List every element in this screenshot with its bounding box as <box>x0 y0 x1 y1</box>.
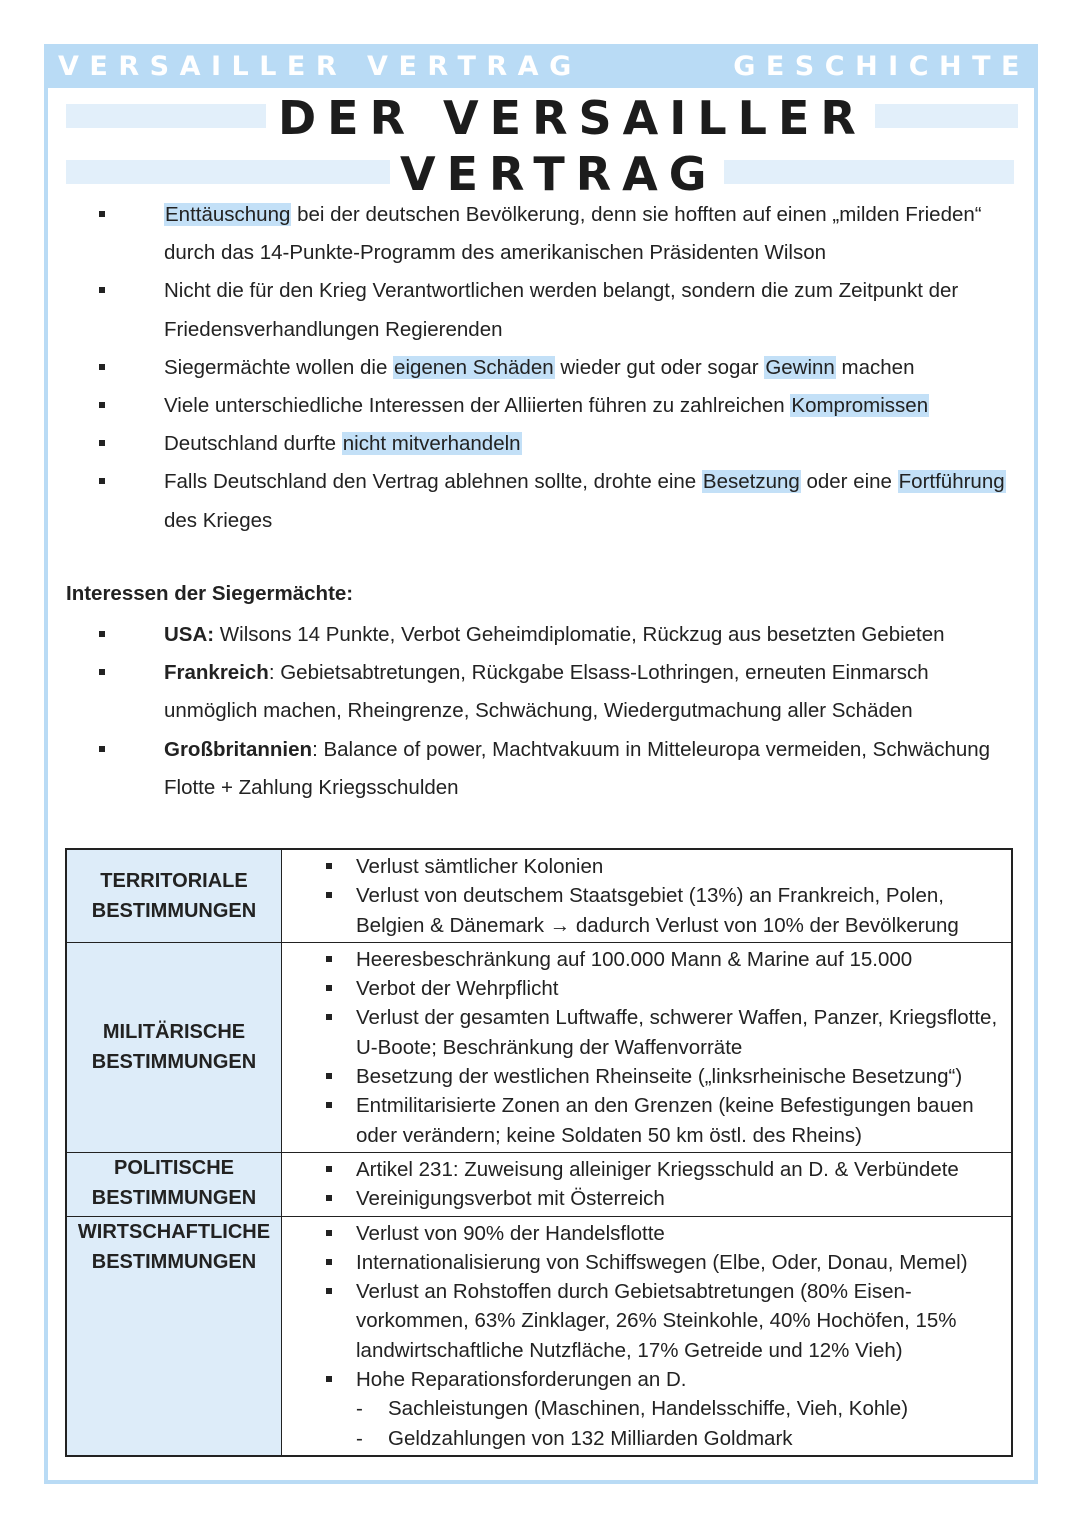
bullet-icon <box>326 1166 332 1172</box>
sub-list-item <box>356 1394 1003 1423</box>
item-text: Internationalisierung von Schiffswegen (Elbe, Oder, Donau, Memel) <box>356 1250 968 1274</box>
category-label: BESTIMMUNGEN <box>91 1186 257 1209</box>
highlight: Besetzung <box>702 470 800 494</box>
item-text: Falls Deutschland den Vertrag ablehnen sollte, drohte eine <box>164 470 702 494</box>
interest-item <box>99 616 1019 654</box>
interest-item <box>99 654 1019 730</box>
intro-item <box>99 463 1019 539</box>
item-text: Entmilitarisierte Zonen an den Grenzen (keine Befestigungen bauen oder verändern; keine Soldaten 50 km östl. des Rheins) <box>356 1094 974 1147</box>
item-text: Vereinigungsverbot mit Österreich <box>356 1187 665 1211</box>
sub-list-item <box>356 1424 1003 1453</box>
bullet-icon <box>99 287 105 293</box>
content-cell <box>282 942 1013 1152</box>
bullet-icon <box>326 1014 332 1020</box>
provision-list <box>282 1153 1011 1216</box>
bullet-icon <box>99 364 105 370</box>
bullet-icon <box>326 1230 332 1236</box>
table-row <box>66 1152 1012 1216</box>
category-label: TERRITORIALE <box>100 869 248 892</box>
item-text: Verbot der Wehrpflicht <box>356 977 559 1001</box>
bullet-icon <box>326 1102 332 1108</box>
page-title-line-2: VERTRAG <box>390 146 724 202</box>
intro-item <box>99 387 1019 425</box>
interest-item <box>99 731 1019 807</box>
list-item <box>356 1155 1003 1184</box>
content-cell <box>282 849 1013 942</box>
category-label: BESTIMMUNGEN <box>91 1250 257 1273</box>
item-text: Verlust an Rohstoffen durch Gebietsabtretungen (80% Eisen-vorkommen, 63% Zinklager, 26% Steinkohle, 40% Hochöfen, 15% landwirtschaftliche Nutzfläche, 17% Getreide und 12% Vieh) <box>356 1280 957 1362</box>
item-text: Artikel 231: Zuweisung alleiniger Kriegsschuld an D. & Verbündete <box>356 1157 959 1181</box>
item-text: Besetzung der westlichen Rheinseite („linksrheinische Besetzung“) <box>356 1065 963 1089</box>
list-item <box>356 1003 1003 1062</box>
header-subject: GESCHICHTE <box>733 50 1030 82</box>
bullet-icon <box>99 746 105 752</box>
item-text: bei der deutschen Bevölkerung, denn sie hofften auf einen „milden Frieden“ durch das 14-Punkte-Programm des amerikanischen Präsidenten Wilson <box>164 203 982 265</box>
intro-list <box>99 196 1019 540</box>
item-text: Verlust von 90% der Handelsflotte <box>356 1221 665 1245</box>
category-cell <box>66 1152 282 1216</box>
category-label: WIRTSCHAFTLICHE <box>77 1220 271 1243</box>
intro-item <box>99 349 1019 387</box>
list-item <box>356 1091 1003 1150</box>
list-item <box>356 974 1003 1003</box>
item-text: Geldzahlungen von 132 Milliarden Goldmark <box>388 1426 793 1450</box>
list-item <box>356 1365 1003 1394</box>
bullet-icon <box>326 892 332 898</box>
provision-list <box>282 850 1011 942</box>
dash-icon: - <box>356 1397 363 1421</box>
item-text: Siegermächte wollen die <box>164 355 394 379</box>
highlight: nicht mitverhandeln <box>342 432 521 456</box>
bullet-icon <box>326 1288 332 1294</box>
intro-item <box>99 196 1019 272</box>
provisions-table <box>65 848 1013 1457</box>
list-item <box>356 1062 1003 1091</box>
item-text: Hohe Reparationsforderungen an D. <box>356 1368 687 1392</box>
item-text: oder eine <box>800 470 898 494</box>
item-text: Deutschland durfte <box>164 432 342 456</box>
highlight: Kompromissen <box>791 394 929 418</box>
list-item <box>356 852 1003 881</box>
header-topic: VERSAILLER VERTRAG <box>58 50 582 82</box>
bullet-icon <box>326 1073 332 1079</box>
item-text: Nicht die für den Krieg Verantwortlichen werden belangt, sondern die zum Zeitpunkt der Friedensverhandlungen Regierenden <box>164 279 959 341</box>
highlight: eigenen Schäden <box>394 355 554 379</box>
table-row <box>66 849 1012 942</box>
item-text: Heeresbeschränkung auf 100.000 Mann & Marine auf 15.000 <box>356 947 913 971</box>
list-item <box>356 1184 1003 1213</box>
page-title-line-1: DER VERSAILLER <box>266 90 875 146</box>
category-cell <box>66 1216 282 1456</box>
bullet-icon <box>326 1376 332 1382</box>
item-text: wieder gut oder sogar <box>554 355 765 379</box>
list-item <box>356 1219 1003 1248</box>
list-item <box>356 1248 1003 1277</box>
item-text: Verlust der gesamten Luftwaffe, schwerer Waffen, Panzer, Kriegsflotte, U-Boote; Beschränkung der Waffenvorräte <box>356 1006 998 1059</box>
table-row <box>66 942 1012 1152</box>
bullet-icon <box>326 863 332 869</box>
bullet-icon <box>326 1195 332 1201</box>
intro-item <box>99 425 1019 463</box>
bullet-icon <box>99 440 105 446</box>
bullet-icon <box>99 478 105 484</box>
list-item <box>356 881 1003 940</box>
item-text: des Krieges <box>164 508 273 532</box>
bullet-icon <box>99 631 105 637</box>
bullet-icon <box>99 211 105 217</box>
content-cell <box>282 1216 1013 1456</box>
bullet-icon <box>326 1259 332 1265</box>
item-text: machen <box>835 355 915 379</box>
interest-label: Großbritannien <box>164 737 313 761</box>
dash-icon: - <box>356 1426 363 1450</box>
highlight: Fortführung <box>898 470 1005 494</box>
category-label: BESTIMMUNGEN <box>91 899 257 922</box>
table-row <box>66 1216 1012 1456</box>
category-label: POLITISCHE <box>113 1156 234 1179</box>
interest-text: : Balance of power, Machtvakuum in Mitteleuropa vermeiden, Schwächung Flotte + Zahlung Kriegsschulden <box>164 737 991 799</box>
interests-heading: Interessen der Siegermächte: <box>66 582 354 605</box>
bullet-icon <box>326 985 332 991</box>
intro-item <box>99 272 1019 348</box>
content-cell <box>282 1152 1013 1216</box>
item-text: Verlust sämtlicher Kolonien <box>356 855 604 878</box>
list-item <box>356 1277 1003 1365</box>
header-bar <box>44 44 1038 88</box>
interest-text: : Gebietsabtretungen, Rückgabe Elsass-Lothringen, erneuten Einmarsch unmöglich machen, Rheingrenze, Schwächung, Wiedergutmachung aller Schäden <box>164 661 929 723</box>
category-cell <box>66 942 282 1152</box>
highlight: Gewinn <box>765 355 835 379</box>
bullet-icon <box>326 956 332 962</box>
interest-label: USA: <box>164 623 215 646</box>
provision-list <box>282 1217 1011 1455</box>
item-text: Sachleistungen (Maschinen, Handelsschiffe, Vieh, Kohle) <box>388 1397 909 1421</box>
item-text: Verlust von deutschem Staatsgebiet (13%) an Frankreich, Polen, Belgien & Dänemark → dadurch Verlust von 10% der Bevölkerung <box>356 884 959 937</box>
interests-list <box>99 616 1019 807</box>
interest-text: Wilsons 14 Punkte, Verbot Geheimdiplomatie, Rückzug aus besetzten Gebieten <box>214 623 945 646</box>
item-text: Viele unterschiedliche Interessen der Alliierten führen zu zahlreichen <box>164 394 791 418</box>
category-label: MILITÄRISCHE <box>102 1021 246 1044</box>
list-item <box>356 945 1003 974</box>
category-label: BESTIMMUNGEN <box>91 1051 257 1074</box>
bullet-icon <box>99 402 105 408</box>
provision-list <box>282 943 1011 1152</box>
highlight: Enttäuschung <box>165 203 291 226</box>
category-cell <box>66 849 282 942</box>
bullet-icon <box>99 669 105 675</box>
interest-label: Frankreich <box>164 661 269 685</box>
